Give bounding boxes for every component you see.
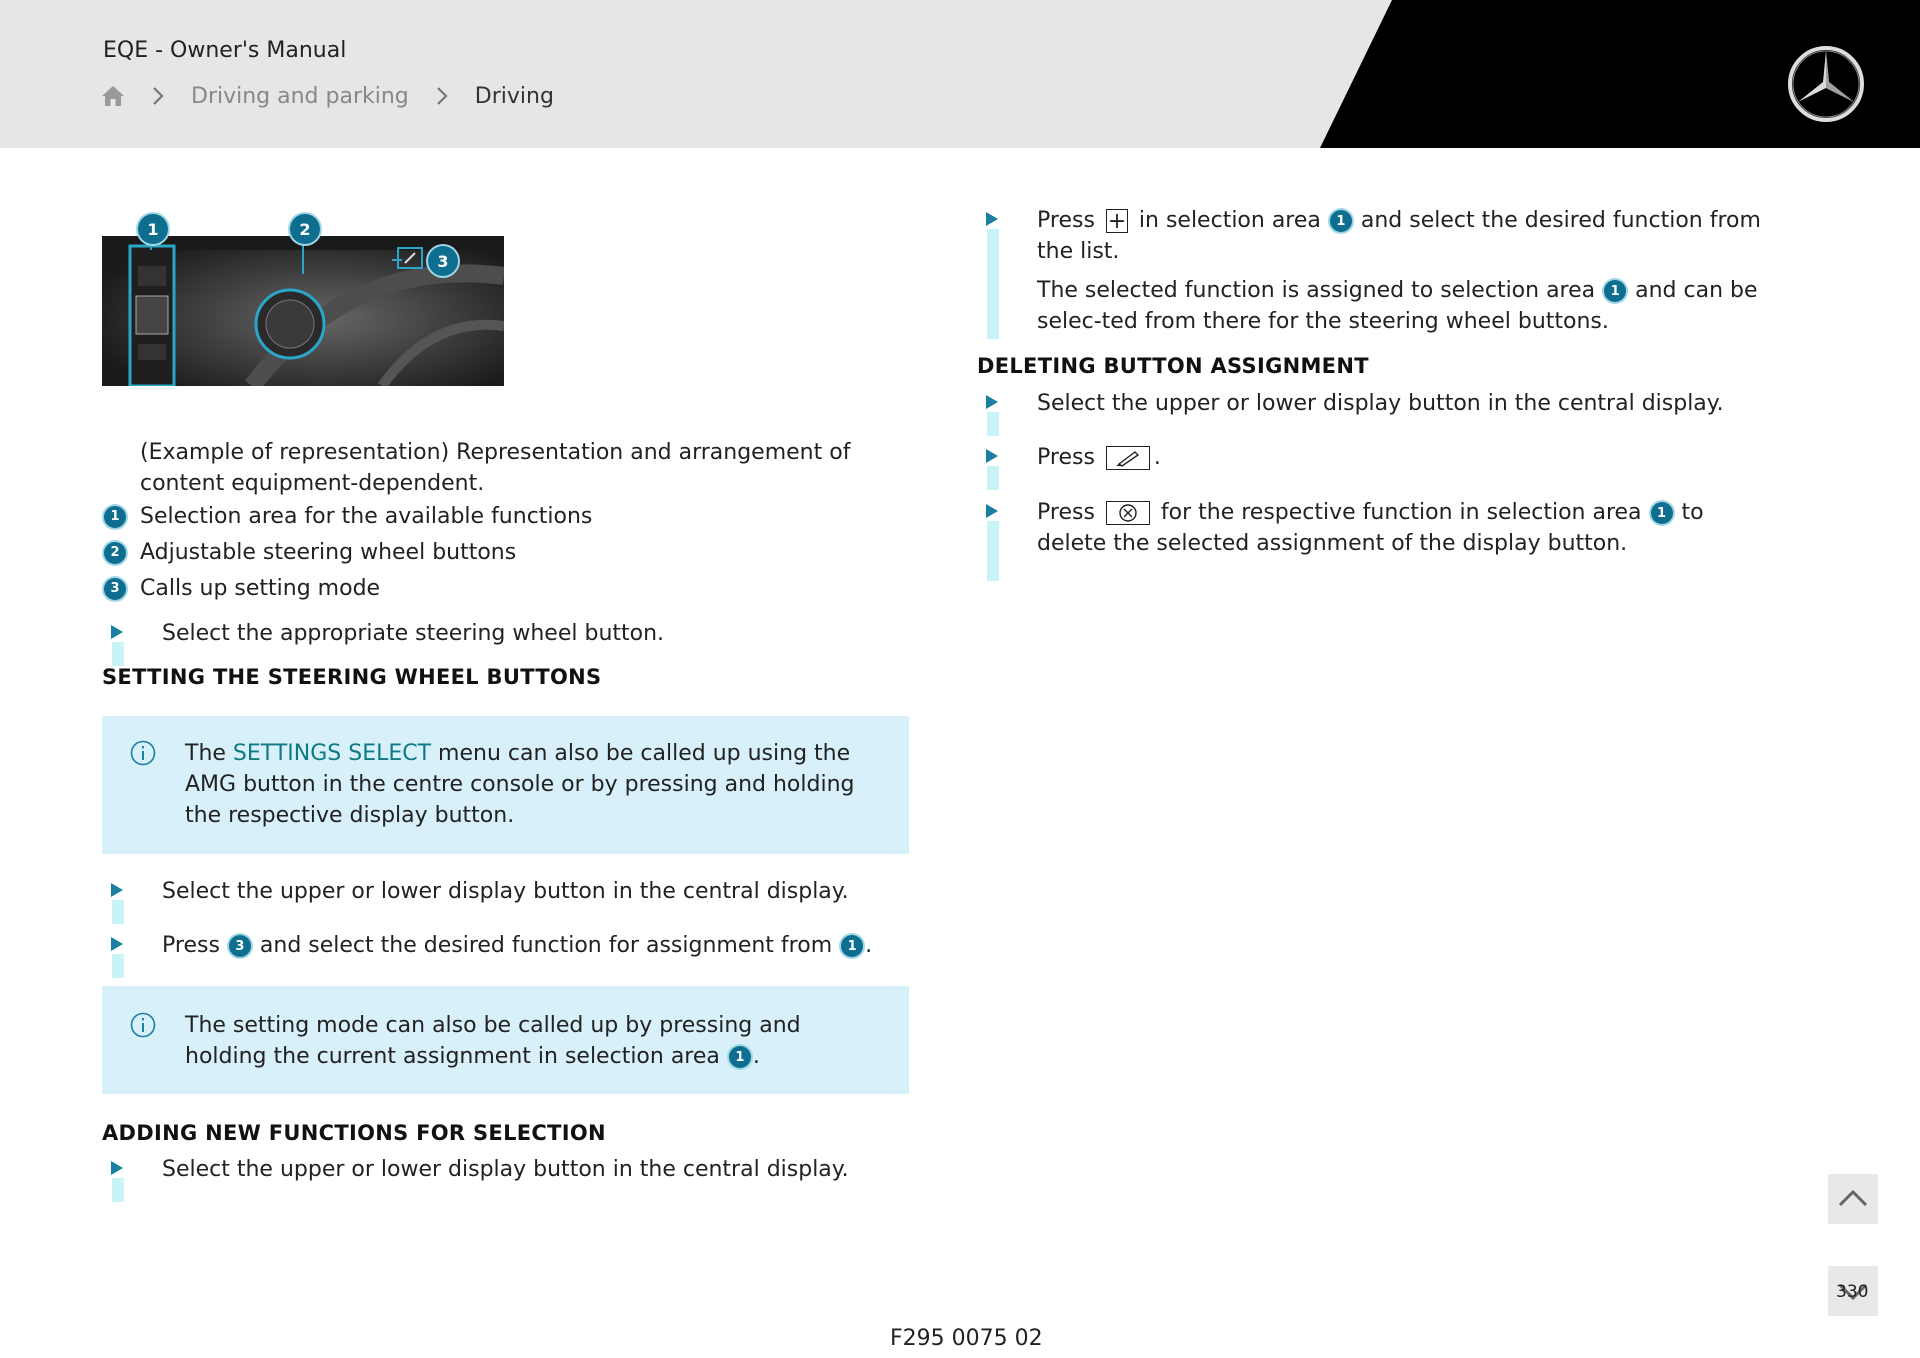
step-bar <box>987 229 999 339</box>
callout-2: 2 <box>290 214 320 244</box>
step-text: Select the upper or lower display button in the central display. <box>1037 391 1724 416</box>
step-text: Press <box>1037 208 1102 233</box>
instruction-step <box>1037 205 1777 267</box>
delete-key <box>1106 501 1150 525</box>
step-text: and select the desired function for assignment from <box>252 933 840 958</box>
mercedes-star-logo[interactable] <box>1786 44 1866 124</box>
document-title: EQE - Owner's Manual <box>103 38 347 63</box>
play-arrow-icon <box>985 503 999 519</box>
step-text: Press <box>162 933 227 958</box>
instruction-step <box>162 618 902 649</box>
scroll-up-button[interactable] <box>1828 1174 1878 1224</box>
legend-label: Selection area for the available functions <box>140 504 593 529</box>
info-text <box>185 738 885 831</box>
step-bar <box>987 466 999 490</box>
step-bar <box>987 412 999 436</box>
plus-key: + <box>1107 208 1127 234</box>
step-text: Select the upper or lower display button in the central display. <box>162 879 849 904</box>
play-arrow-icon <box>985 448 999 464</box>
legend-label: Adjustable steering wheel buttons <box>140 540 517 565</box>
play-arrow-icon <box>110 936 124 952</box>
breadcrumb-driving-and-parking[interactable]: Driving and parking <box>191 83 409 109</box>
step-bar <box>112 1178 124 1202</box>
page-number: 330 <box>1836 1282 1869 1302</box>
step-text: Press <box>1037 500 1102 525</box>
legend-number-badge: 2 <box>104 542 126 564</box>
step-bar <box>112 900 124 924</box>
number-badge: 1 <box>1330 210 1352 232</box>
edit-key <box>1106 446 1150 470</box>
step-text: in selection area <box>1131 208 1328 233</box>
legend-label: Calls up setting mode <box>140 576 381 601</box>
step-bar <box>987 521 999 581</box>
info-text <box>185 1010 885 1072</box>
step-text: Select the appropriate steering wheel button. <box>162 621 665 646</box>
info-text-part: The setting mode can also be called up by pressing and holding the current assignment in selection area <box>185 1013 801 1069</box>
info-box <box>102 716 909 854</box>
play-arrow-icon <box>110 1160 124 1176</box>
number-badge: 1 <box>729 1046 751 1068</box>
pencil-icon <box>1113 449 1143 467</box>
step-bar <box>112 642 124 666</box>
figure-caption: (Example of representation) Representation and arrangement of content equipment-dependent. <box>140 440 851 496</box>
callout-1: 1 <box>138 214 168 244</box>
legend-item <box>102 573 380 604</box>
breadcrumb <box>101 80 554 112</box>
section-heading-setting: SETTING THE STEERING WHEEL BUTTONS <box>102 665 602 689</box>
number-badge: 1 <box>1604 280 1626 302</box>
info-box <box>102 986 909 1094</box>
step-text: . <box>1153 445 1161 470</box>
info-icon <box>130 1012 156 1038</box>
section-heading-deleting: DELETING BUTTON ASSIGNMENT <box>977 354 1369 378</box>
result-text <box>1037 275 1777 337</box>
chevron-right-icon <box>151 86 165 106</box>
step-bar <box>112 954 124 978</box>
result-text-part: and can be selec-ted from there for the steering wheel buttons. <box>1037 278 1758 334</box>
number-badge: 1 <box>841 935 863 957</box>
info-text-part: menu can also be called up using the AMG button in the centre console or by pressing and holding the respective display button. <box>185 741 855 828</box>
number-badge: 1 <box>1651 502 1673 524</box>
info-text-part: The <box>185 741 233 766</box>
instruction-step <box>162 930 902 961</box>
instruction-step <box>1037 497 1777 559</box>
instruction-step <box>1037 442 1777 473</box>
step-text: Select the upper or lower display button in the central display. <box>162 1157 849 1182</box>
play-arrow-icon <box>985 211 999 227</box>
close-circle-icon <box>1117 503 1139 523</box>
breadcrumb-driving: Driving <box>474 83 554 109</box>
play-arrow-icon <box>110 624 124 640</box>
legend-number-badge: 3 <box>104 578 126 600</box>
legend-item <box>102 501 592 532</box>
info-icon <box>130 740 156 766</box>
play-arrow-icon <box>110 882 124 898</box>
instruction-step <box>1037 388 1777 419</box>
info-text-part: . <box>752 1044 760 1069</box>
section-heading-adding: ADDING NEW FUNCTIONS FOR SELECTION <box>102 1121 606 1145</box>
play-arrow-icon <box>985 394 999 410</box>
page-header <box>0 0 1920 148</box>
step-text: . <box>865 933 873 958</box>
chevron-up-icon <box>1828 1174 1878 1224</box>
result-text-part: The selected function is assigned to selection area <box>1037 278 1603 303</box>
step-text: Press <box>1037 445 1102 470</box>
instruction-step <box>162 876 902 907</box>
step-text: to delete the selected assignment of the display button. <box>1037 500 1704 556</box>
legend-item <box>102 537 516 568</box>
callout-3: 3 <box>428 246 458 276</box>
chevron-right-icon <box>435 86 449 106</box>
step-text: and select the desired function from the list. <box>1037 208 1761 264</box>
document-code: F295 0075 02 <box>890 1326 1043 1351</box>
settings-select-link[interactable]: SETTINGS SELECT <box>232 741 432 766</box>
step-text: for the respective function in selection area <box>1153 500 1649 525</box>
number-badge: 3 <box>229 935 251 957</box>
legend-number-badge: 1 <box>104 506 126 528</box>
home-icon[interactable] <box>101 84 125 108</box>
dashboard-illustration <box>102 208 504 386</box>
instruction-step <box>162 1154 902 1185</box>
